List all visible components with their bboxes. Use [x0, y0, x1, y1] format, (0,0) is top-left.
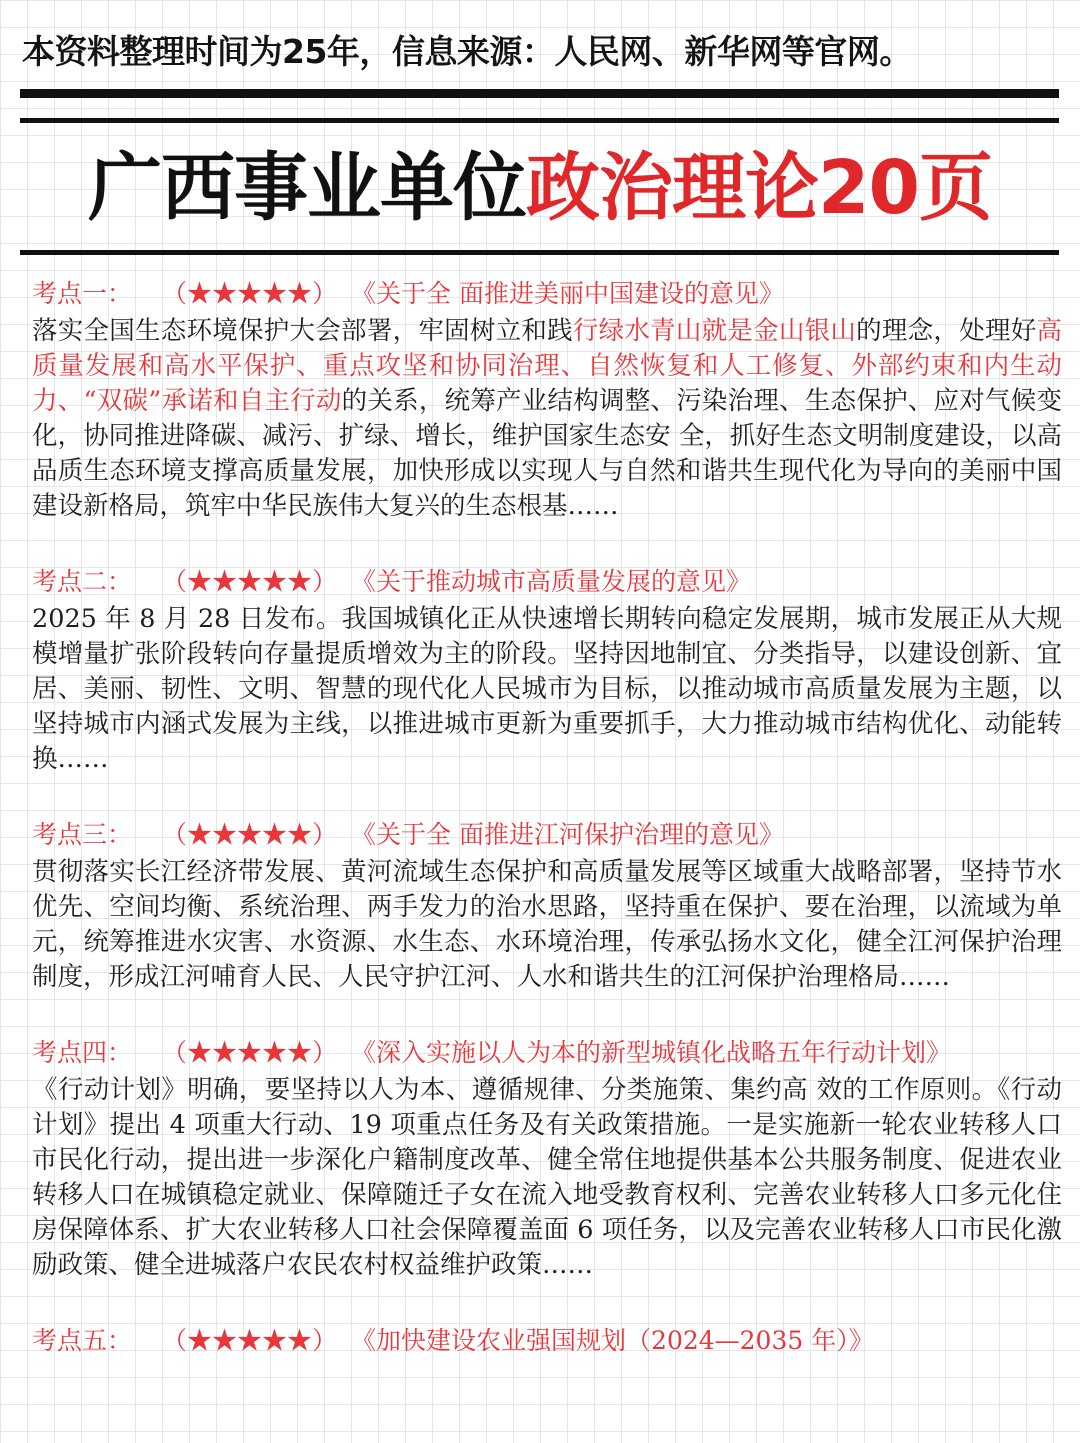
highlight-text: 高质量发展和高水平保护、重点攻坚和协同治理、自然恢复和人工修复、外部约束和内生动力、“双碳”承诺和自主行动 [32, 316, 1062, 416]
section-body: 贯彻落实长江经济带发展、黄河流域生态保护和高质量发展等区域重大战略部署，坚持节水优先、空间均衡、系统治理、两手发力的治水思路，坚持重在保护、要在治理，以流域为单元，统筹推进水灾害、水资源、水生态、水环境治理，传承弘扬水文化，健全江河保护治理制度，形成江河哺育人民、人民守护江河、人水和谐共生的江河保护治理格局…… [32, 857, 1062, 992]
body-text: 落实全国生态环境保护大会部署，牢固树立和践 [32, 316, 573, 346]
section-label: 考点五： [32, 1326, 133, 1355]
section-point-2 [32, 562, 1062, 777]
section-point-5 [32, 1321, 1062, 1361]
section-heading [32, 274, 1062, 314]
star-rating: （★★★★★） [162, 279, 338, 308]
highlight-text: 行绿水青山就是金山银山 [572, 316, 857, 346]
section-label: 考点四： [32, 1038, 133, 1067]
divider-top [20, 118, 1059, 123]
body-text: 的关系，统筹产业结构调整、污染治理、生态保护、应对气候变化，协同推进降碳、减污、扩绿、增长，维护国家生态安 全，抓好生态文明制度建设，以高品质生态环境支撑高质量发展，加快形成以实现人与自然和谐共生现代化为导向的美丽中国建设新格局，筑牢中华民族伟大复兴的生态根基…… [32, 386, 1062, 521]
section-body: 《行动计划》明确，要坚持以人为本、遵循规律、分类施策、集约高 效的工作原则。《行动计划》提出 4 项重大行动、19 项重点任务及有关政策措施。一是实施新一轮农业转移人口市民化行动，提出进一步深化户籍制度改革、健全常住地提供基本公共服务制度、促进农业转移人口在城镇稳定就业、保障随迁子女在流入地受教育权利、完善农业转移人口多元化住房保障体系、扩大农业转移人口社会保障覆盖面 6 项任务，以及完善农业转移人口市民化激励政策、健全进城落户农民农村权益维护政策…… [32, 1075, 1062, 1280]
document-title: 《关于全 面推进江河保护治理的意见》 [351, 820, 784, 849]
source-note: 本资料整理时间为25年，信息来源：人民网、新华网等官网。 [22, 32, 912, 71]
section-label: 考点三： [32, 820, 133, 849]
star-rating: （★★★★★） [162, 1326, 338, 1355]
section-label: 考点一： [32, 279, 133, 308]
page-title [0, 140, 1080, 236]
section-point-1 [32, 274, 1062, 524]
star-rating: （★★★★★） [162, 1038, 338, 1067]
document-title: 《关于全 面推进美丽中国建设的意见》 [351, 279, 784, 308]
section-point-4 [32, 1033, 1062, 1283]
section-body: 2025 年 8 月 28 日发布。我国城镇化正从快速增长期转向稳定发展期，城市发展正从大规模增量扩张阶段转向存量提质增效为主的阶段。坚持因地制宜、分类指导，以建设创新、宜居、美丽、韧性、文明、智慧的现代化人民城市为目标，以推动城市高质量发展为主题，以坚持城市内涵式发展为主线，以推进城市更新为重要抓手，大力推动城市结构优化、动能转换…… [32, 604, 1062, 774]
document-title: 《加快建设农业强国规划（2024—2035 年）》 [351, 1326, 874, 1355]
divider-thick [20, 89, 1059, 98]
section-heading [32, 815, 1062, 855]
content-area [32, 274, 1062, 1399]
document-title: 《关于推动城市高质量发展的意见》 [351, 567, 752, 596]
section-label: 考点二： [32, 567, 133, 596]
section-heading [32, 562, 1062, 602]
section-body [32, 314, 1062, 524]
section-heading [32, 1321, 1062, 1361]
title-red-part: 政治理论20页 [526, 145, 992, 231]
star-rating: （★★★★★） [162, 567, 338, 596]
body-text: 的理念，处理好 [856, 316, 1037, 346]
divider-bottom [20, 250, 1059, 255]
title-black-part: 广西事业单位 [88, 145, 526, 231]
document-title: 《深入实施以人为本的新型城镇化战略五年行动计划》 [351, 1038, 952, 1067]
section-point-3 [32, 815, 1062, 995]
star-rating: （★★★★★） [162, 820, 338, 849]
section-heading [32, 1033, 1062, 1073]
